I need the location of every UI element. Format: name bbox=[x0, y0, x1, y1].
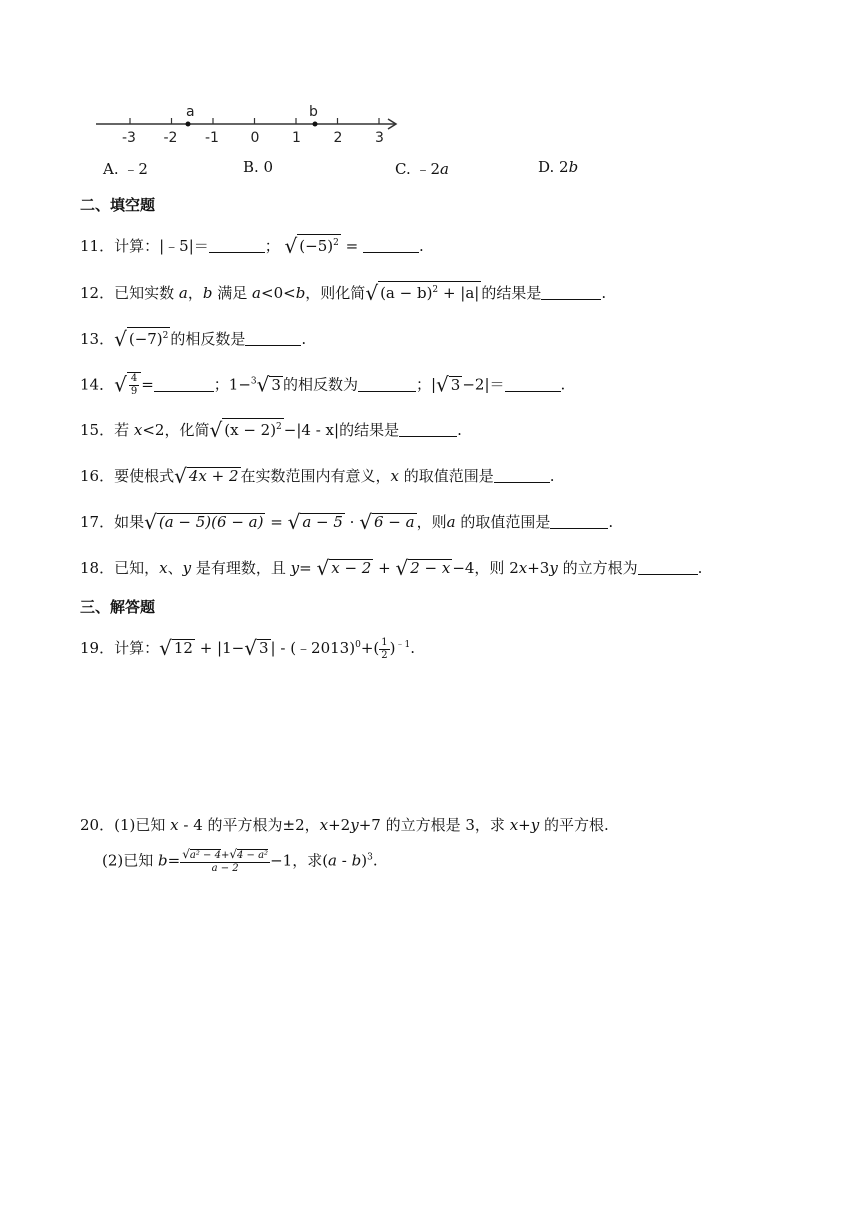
point-a-label: a bbox=[186, 104, 195, 120]
q10-option-c: C. ﹣2a bbox=[395, 160, 449, 178]
question-14: 14．√ $\frac{4}{9}$ = ；1−$^3$√ 3 的相反数为 ；|√ 3 −2|＝ . bbox=[80, 372, 566, 397]
number-line bbox=[90, 100, 410, 150]
question-20-part-2: (2)已知 b= $\frac{\text{√a² − 4+√4 − a²}}{a - 2}$ −1，求(a - b)$^3$. bbox=[102, 847, 378, 874]
number-line-tick-label: 0 bbox=[250, 130, 260, 146]
question-20-part-1: 20．(1)已知 x - 4 的平方根为±2，x+2y+7 的立方根是 3，求 x+y 的平方根. bbox=[80, 816, 609, 834]
number-line-tick-label: -3 bbox=[122, 130, 136, 146]
q10-option-b: B. 0 bbox=[243, 158, 274, 176]
question-15: 15．若 x<2，化简√ $(x - 2)^2 -|4 - x|$的结果是 . bbox=[80, 418, 462, 442]
section-heading-fill-blank: 二、填空题 bbox=[80, 196, 156, 214]
question-13: 13．√ $(-7)^2$ 的相反数是 . bbox=[80, 327, 307, 351]
point-b-label: b bbox=[309, 104, 318, 120]
question-19: 19．计算：√ 12 + |1−√ 3 | - (﹣2013)$^0$+( $\frac{1}{2}$ )$^{﹣1}$. bbox=[80, 636, 415, 661]
number-line-tick-label: 3 bbox=[375, 130, 384, 146]
number-line-tick-label: -1 bbox=[205, 130, 219, 146]
number-line-tick-label: 1 bbox=[292, 130, 301, 146]
question-11: 11．计算：|﹣5|＝ ； √ $(-5)^2$ = . bbox=[80, 234, 424, 258]
number-line-tick-label: 2 bbox=[333, 130, 343, 146]
point-a-dot bbox=[186, 122, 191, 127]
point-b-dot bbox=[313, 122, 318, 127]
question-12: 12．已知实数 a，b 满足 a<0<b，则化简√ $(a - b)^2 + |a|$ 的结果是 . bbox=[80, 281, 607, 305]
question-17: 17．如果√ (a − 5)(6 − a) = √ a − 5 · √ 6 − a ，则a 的取值范围是 . bbox=[80, 510, 614, 534]
section-heading-answer: 三、解答题 bbox=[80, 598, 156, 616]
number-line-tick-label: -2 bbox=[163, 130, 178, 146]
question-16: 16．要使根式√ 4x + 2 在实数范围内有意义，x 的取值范围是 . bbox=[80, 464, 555, 488]
q10-option-a: A. ﹣2 bbox=[103, 160, 148, 178]
q10-option-d: D. 2b bbox=[538, 158, 579, 176]
question-18: 18．已知，x、y 是有理数，且 y= √ x − 2 + √ 2 − x −4，则 2x+3y 的立方根为 . bbox=[80, 556, 703, 580]
